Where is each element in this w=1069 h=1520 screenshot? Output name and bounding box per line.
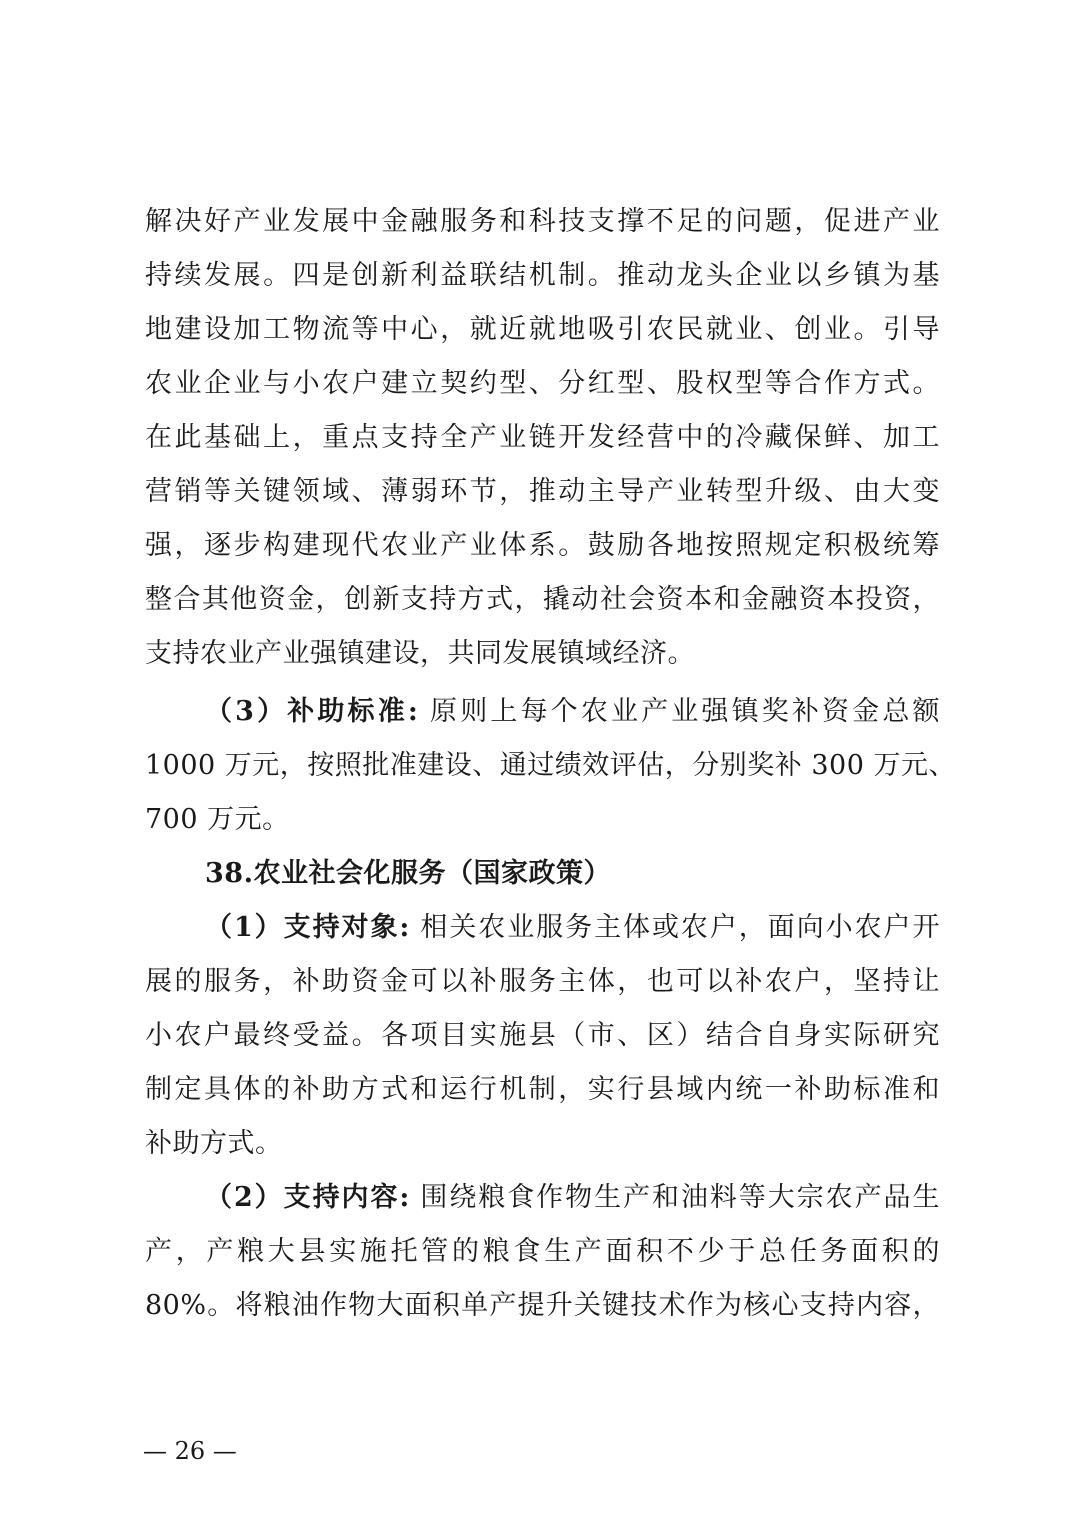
body-text-line: 80%。将粮油作物大面积单产提升关键技术作为核心支持内容，	[145, 1290, 940, 1321]
body-text-line: 营销等关键领域、薄弱环节，推动主导产业转型升级、由大变	[145, 476, 940, 507]
body-text-line: 在此基础上，重点支持全产业链开发经营中的冷藏保鲜、加工	[145, 422, 940, 453]
body-text-line: 地建设加工物流等中心，就近就地吸引农民就业、创业。引导	[145, 314, 940, 345]
body-text-span: 原则上每个农业产业强镇奖补资金总额	[418, 696, 940, 727]
body-text-span: 相关农业服务主体或农户，面向小农户开	[409, 912, 940, 943]
page-number: — 26 —	[143, 1437, 237, 1465]
body-text-line: 支持农业产业强镇建设，共同发展镇域经济。	[145, 638, 695, 669]
body-text-line: 小农户最终受益。各项目实施县（市、区）结合自身实际研究	[145, 1020, 940, 1051]
body-text-line: 农业企业与小农户建立契约型、分红型、股权型等合作方式。	[145, 368, 940, 399]
section-first-line	[205, 685, 940, 739]
section-label: （2）支持内容:	[205, 1182, 410, 1213]
section-label: （3）补助标准:	[205, 696, 419, 727]
section-label: （1）支持对象:	[205, 912, 410, 943]
body-text-line: 补助方式。	[145, 1128, 283, 1159]
body-text-line: 强，逐步构建现代农业产业体系。鼓励各地按照规定积极统筹	[145, 530, 940, 561]
body-text-line: 持续发展。四是创新利益联结机制。推动龙头企业以乡镇为基	[145, 260, 940, 291]
body-text-line: 解决好产业发展中金融服务和科技支撑不足的问题，促进产业	[145, 206, 940, 237]
section-first-line	[205, 901, 940, 955]
body-text-line: 700 万元。	[145, 804, 290, 835]
section-heading: 38.农业社会化服务（国家政策）	[205, 858, 611, 889]
body-text-line: 产，产粮大县实施托管的粮食生产面积不少于总任务面积的	[145, 1236, 940, 1267]
body-text-span: 围绕粮食作物生产和油料等大宗农产品生	[409, 1182, 940, 1213]
section-first-line	[205, 1171, 940, 1225]
body-text-line: 展的服务，补助资金可以补服务主体，也可以补农户，坚持让	[145, 966, 940, 997]
body-text-line: 1000 万元，按照批准建设、通过绩效评估，分别奖补 300 万元、	[145, 750, 956, 781]
body-text-line: 制定具体的补助方式和运行机制，实行县域内统一补助标准和	[145, 1074, 940, 1105]
body-text-line: 整合其他资金，创新支持方式，撬动社会资本和金融资本投资，	[145, 584, 940, 615]
